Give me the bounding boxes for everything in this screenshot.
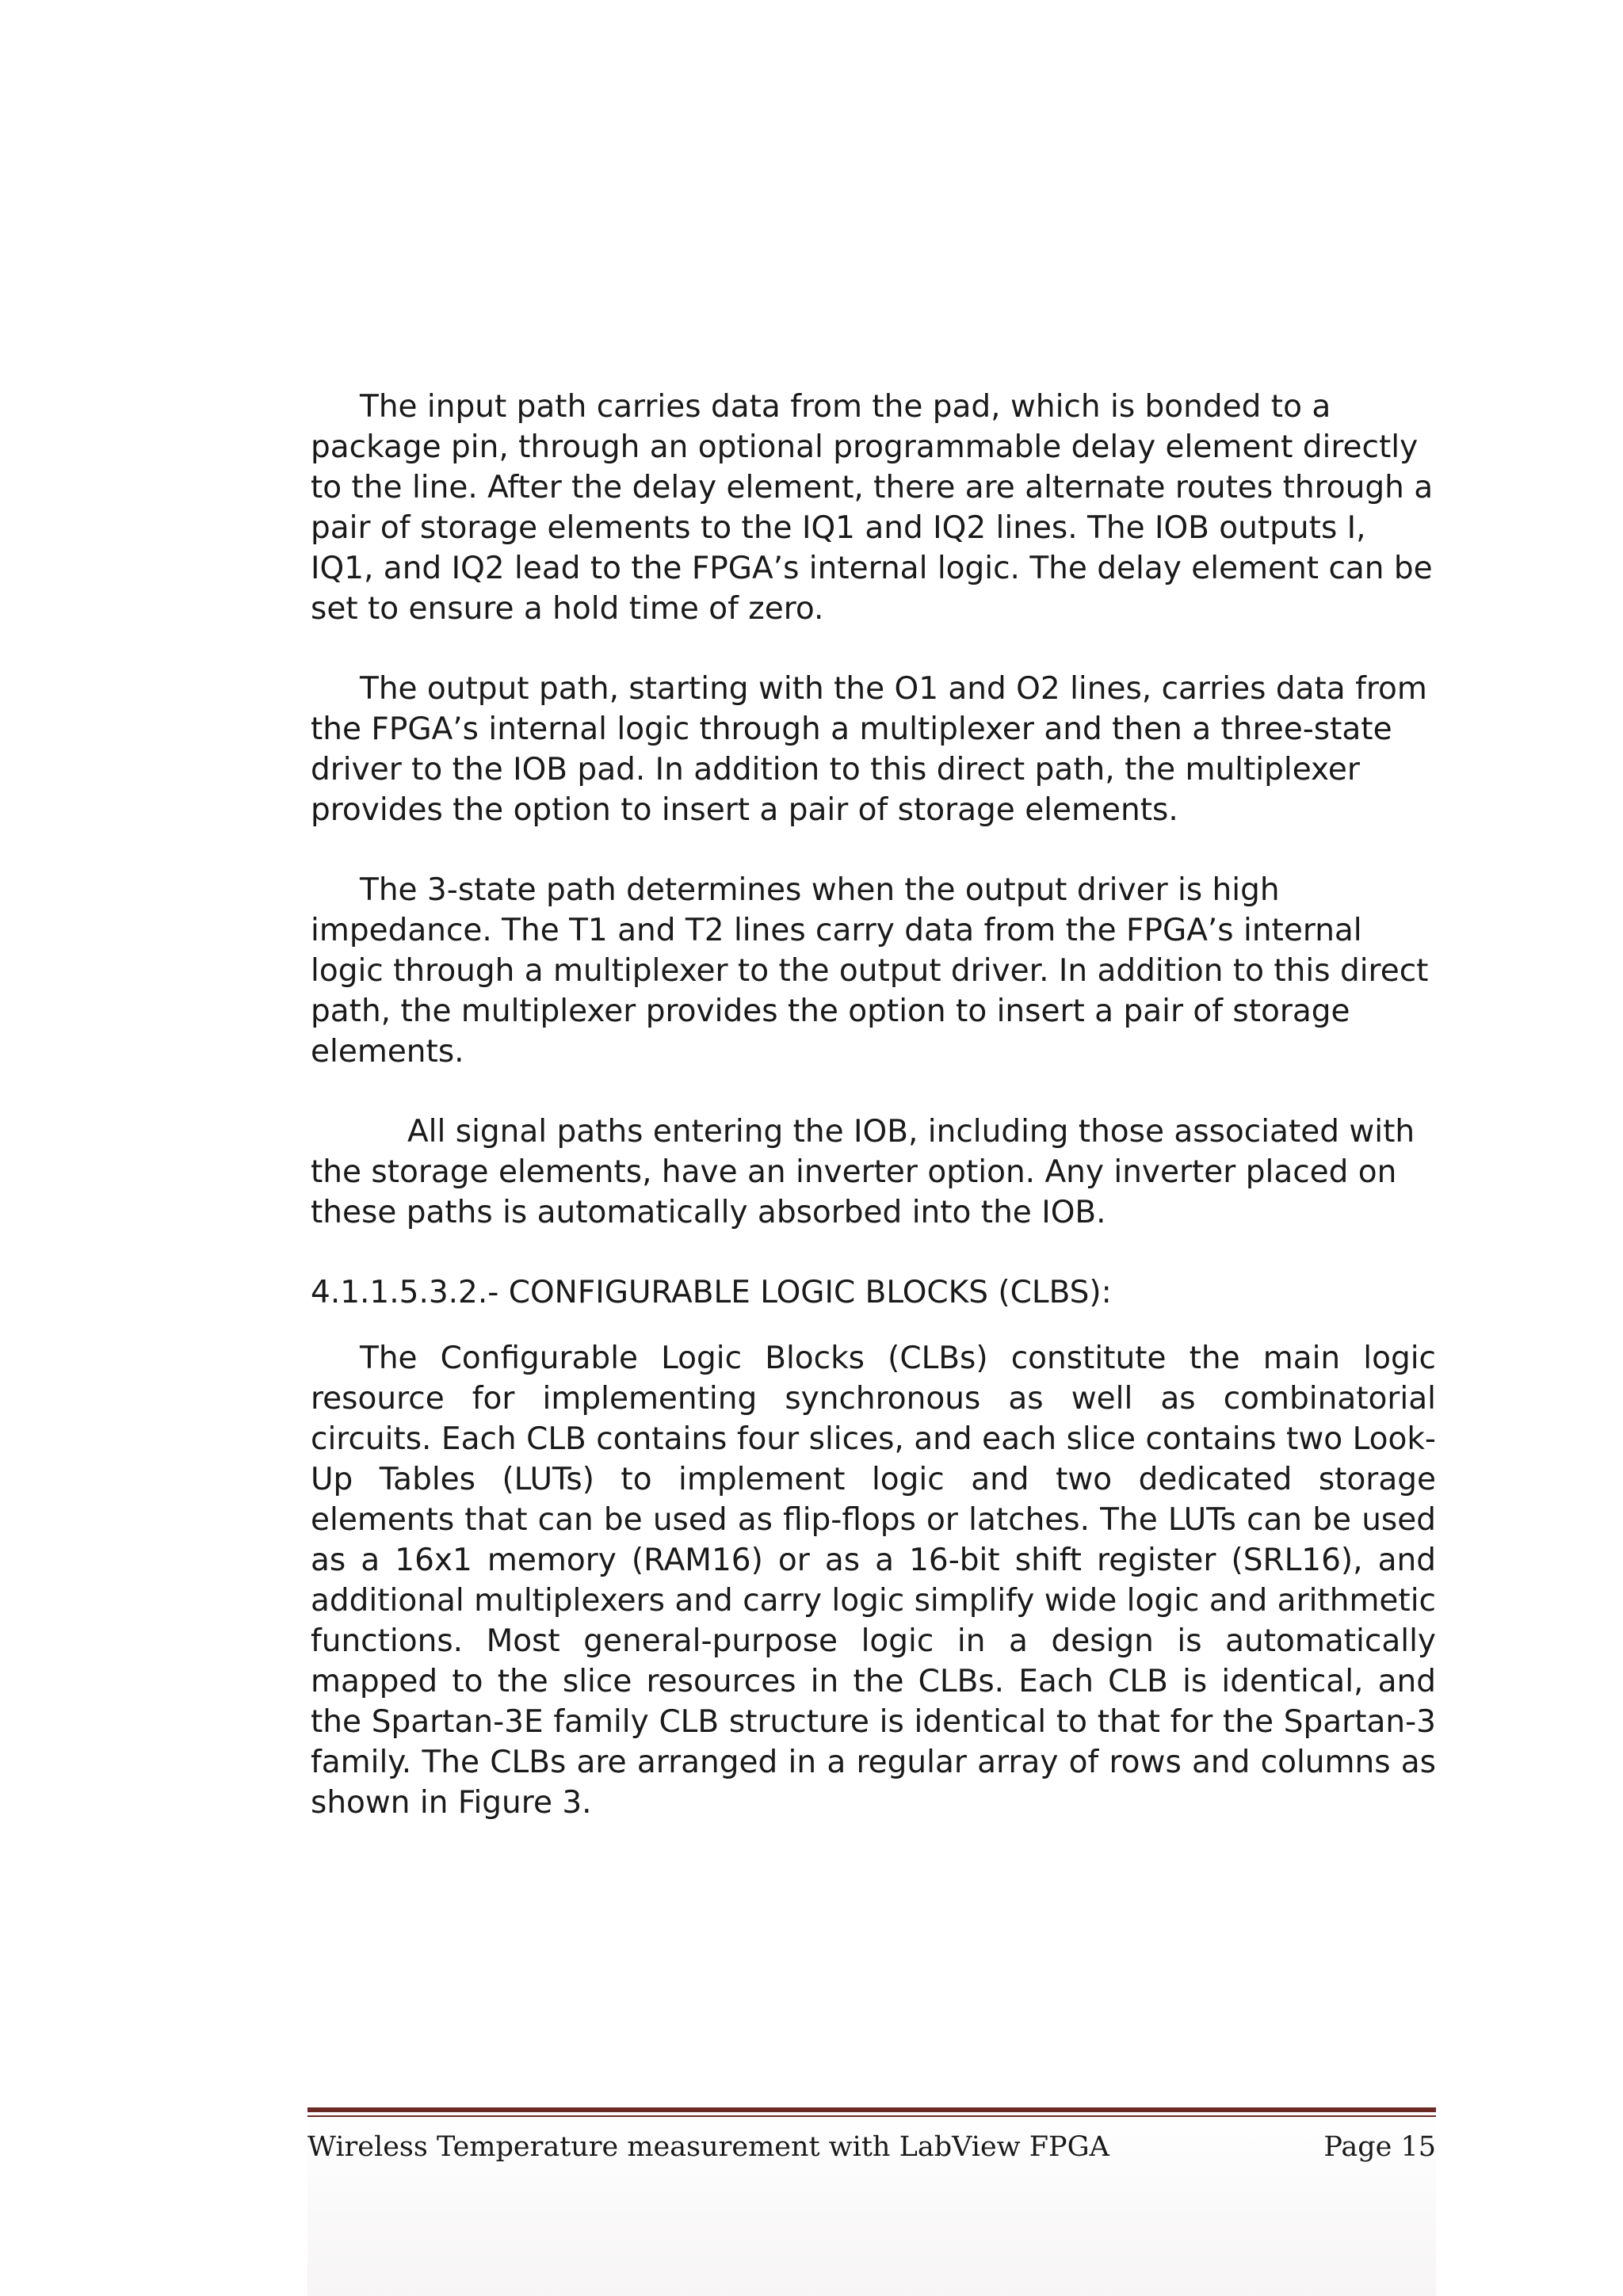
page-number: Page 15 [1323, 2131, 1436, 2163]
section-heading: 4.1.1.5.3.2.- CONFIGURABLE LOGIC BLOCKS (CLBS): [311, 1275, 1112, 1310]
paragraph-clb: The Configurable Logic Blocks (CLBs) constitute the main logic resource for implementing synchronous as well as combinatorial circuits. Each CLB contains four slices, and each slice contains two Look-Up Tables (LUTs) to implement logic and two dedicated storage elements that can be used as flip-flops or latches. The LUTs can be used as a 16x1 memory (RAM16) or as a 16-bit shift register (SRL16), and additional multiplexers and carry logic simplify wide logic and arithmetic functions. Most general-purpose logic in a design is automatically mapped to the slice resources in the CLBs. Each CLB is identical, and the Spartan-3E family CLB structure is identical to that for the Spartan-3 family. The CLBs are arranged in a regular array of rows and columns as shown in Figure 3. [311, 1341, 1436, 1821]
footer-rule-thin [307, 2115, 1436, 2117]
footer-rule [307, 2107, 1436, 2112]
paragraph-3state-path: The 3-state path determines when the output driver is high impedance. The T1 and T2 lines carry data from the FPGA’s internal logic through a multiplexer to the output driver. In addition to this direct path, the multiplexer provides the option to insert a pair of storage elements. [311, 872, 1429, 1070]
body-text [311, 387, 1436, 1863]
paragraph-output-path: The output path, starting with the O1 and O2 lines, carries data from the FPGA’s internal logic through a multiplexer and then a three-state driver to the IOB pad. In addition to this direct path, the multiplexer provides the option to insert a pair of storage elements. [311, 671, 1427, 828]
paragraph-input-path: The input path carries data from the pad, which is bonded to a package pin, through an optional programmable delay element directly to the line. After the delay element, there are alternate routes through a pair of storage elements to the IQ1 and IQ2 lines. The IOB outputs I, IQ1, and IQ2 lead to the FPGA’s internal logic. The delay element can be set to ensure a hold time of zero. [311, 389, 1434, 627]
footer-title: Wireless Temperature measurement with LabView FPGA [307, 2131, 1109, 2163]
paragraph-signal-paths: All signal paths entering the IOB, including those associated with the storage elements, have an inverter option. Any inverter placed on these paths is automatically absorbed into the IOB. [311, 1114, 1415, 1230]
page-footer [307, 2130, 1436, 2164]
